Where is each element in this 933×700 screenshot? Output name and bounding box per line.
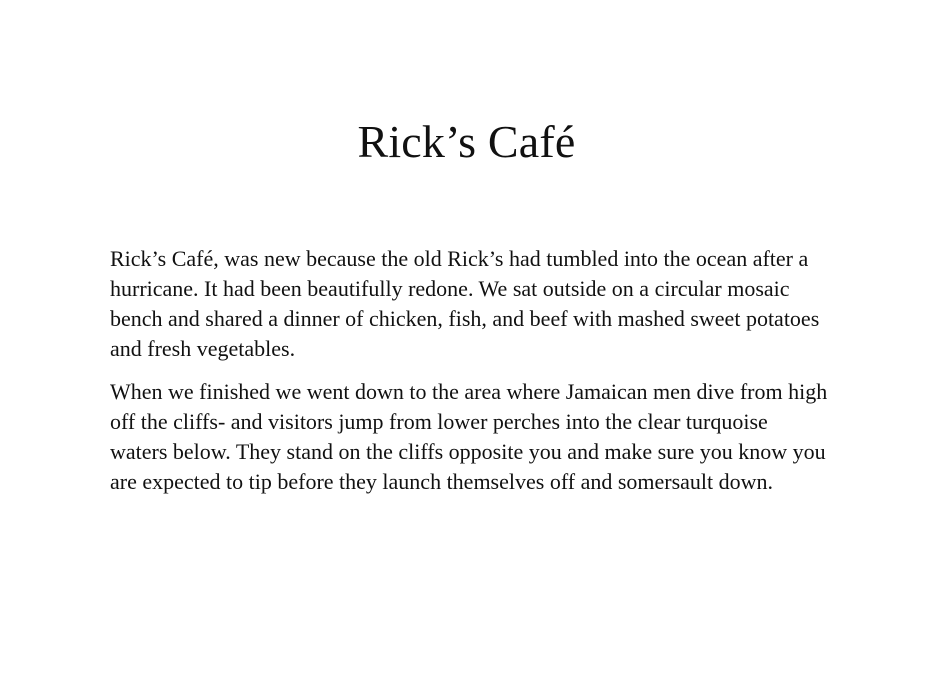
paragraph-2: When we finished we went down to the area where Jamaican men dive from high off the cliffs- and visitors jump from lower perches into the clear turquoise waters below. They stand on the cliffs opposite you and make sure you know you are expected to tip before they launch themselves off and somersault down. xyxy=(110,379,828,494)
paragraph-1: Rick’s Café, was new because the old Rick’s had tumbled into the ocean after a hurricane. It had been beautifully redone. We sat outside on a circular mosaic bench and shared a dinner of chicken, fish, and beef with mashed sweet potatoes and fresh vegetables. xyxy=(110,246,820,361)
page-title: Rick’s Café xyxy=(357,116,576,167)
article-body xyxy=(110,244,830,510)
